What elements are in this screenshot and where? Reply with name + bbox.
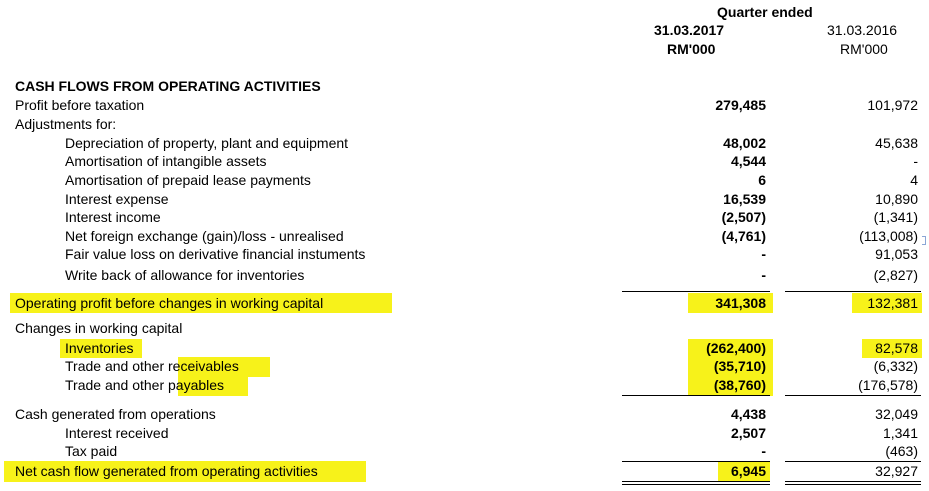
working-capital-value-2016: 82,578 [875,340,918,356]
adjustments-heading: Adjustments for: [15,116,117,132]
working-capital-value-2016: (176,578) [858,377,918,393]
row-label-cash-generated: Cash generated from operations [15,406,216,422]
col2-date: 31.03.2016 [827,22,898,38]
adjustment-value-2017: (4,761) [721,228,766,244]
working-capital-value-2016: (6,332) [873,358,918,374]
total-rule-2016 [785,484,921,485]
adjustment-value-2017: 16,539 [723,191,766,207]
value-2016-cash-generated: 32,049 [875,406,918,422]
subtotal-rule-2017 [622,395,770,396]
working-capital-heading: Changes in working capital [15,320,183,336]
adjustment-label: Fair value loss on derivative financial instuments [65,246,366,262]
adjustment-value-2017: 48,002 [723,135,766,151]
label-highlighted-term: receivables [168,358,239,374]
total-rule-2017 [622,481,770,482]
col1-date: 31.03.2017 [654,22,725,38]
working-capital-value-2017: (262,400) [706,340,766,356]
value-2016-profit-before-tax: 101,972 [867,97,918,113]
value-2016-tax-paid: (463) [885,443,918,459]
adjustment-label: Write back of allowance for inventories [65,267,305,283]
subtotal-rule-2017 [622,461,770,462]
adjustment-value-2016: (1,341) [873,209,918,225]
adjustment-value-2016: 91,053 [875,246,918,262]
value-2016-operating-profit: 132,381 [867,295,918,311]
adjustment-value-2016: 45,638 [875,135,918,151]
section-title: CASH FLOWS FROM OPERATING ACTIVITIES [15,78,321,94]
value-2017-net-cash: 6,945 [730,463,766,479]
adjustment-label: Amortisation of prepaid lease payments [65,172,311,188]
value-2017-profit-before-tax: 279,485 [715,97,766,113]
adjustment-value-2016: - [913,153,918,169]
subtotal-rule-2016 [785,461,921,462]
subtotal-rule-2016 [785,395,921,396]
working-capital-value-2017: (38,760) [713,377,766,393]
adjustment-label: Net foreign exchange (gain)/loss - unrealised [65,228,344,244]
label-highlighted-term: payables [168,377,225,393]
adjustment-label: Amortisation of intangible assets [65,153,267,169]
total-rule-2017 [622,484,770,485]
adjustment-value-2016: (113,008) [859,228,918,244]
row-label-interest-received: Interest received [65,425,169,441]
working-capital-value-2017: (35,710) [713,358,766,374]
value-2016-interest-received: 1,341 [882,425,918,441]
adjustment-value-2017: - [761,246,766,262]
comment-marker-icon [922,236,926,245]
working-capital-label [65,377,224,394]
col1-unit: RM'000 [667,41,716,57]
adjustment-value-2016: 10,890 [875,191,918,207]
adjustment-value-2017: (2,507) [721,209,766,225]
adjustment-value-2016: (2,827) [873,267,918,283]
row-label-operating-profit: Operating profit before changes in working capital [15,295,324,311]
subtotal-rule-2017 [622,291,770,292]
adjustment-value-2017: - [761,267,766,283]
adjustment-value-2016: 4 [910,172,918,188]
label-prefix: Trade and other [65,358,168,374]
adjustment-label: Interest income [65,209,161,225]
working-capital-label: Inventories [65,340,134,356]
adjustment-value-2017: 6 [758,172,766,188]
adjustment-value-2017: 4,544 [730,153,766,169]
working-capital-label [65,358,239,375]
value-2017-cash-generated: 4,438 [730,406,766,422]
value-2017-interest-received: 2,507 [730,425,766,441]
adjustment-label: Depreciation of property, plant and equipment [65,135,349,151]
row-label-tax-paid: Tax paid [65,443,118,459]
label-prefix: Trade and other [65,377,168,393]
subtotal-rule-2016 [785,291,921,292]
row-label-net-cash: Net cash flow generated from operating activities [15,463,318,479]
col2-unit: RM'000 [840,41,888,57]
total-rule-2016 [785,481,921,482]
value-2017-tax-paid: - [761,443,766,459]
adjustment-label: Interest expense [65,191,169,207]
row-label-profit-before-tax: Profit before taxation [15,97,145,113]
period-title: Quarter ended [717,4,813,20]
value-2016-net-cash: 32,927 [875,463,918,479]
value-2017-operating-profit: 341,308 [715,295,766,311]
